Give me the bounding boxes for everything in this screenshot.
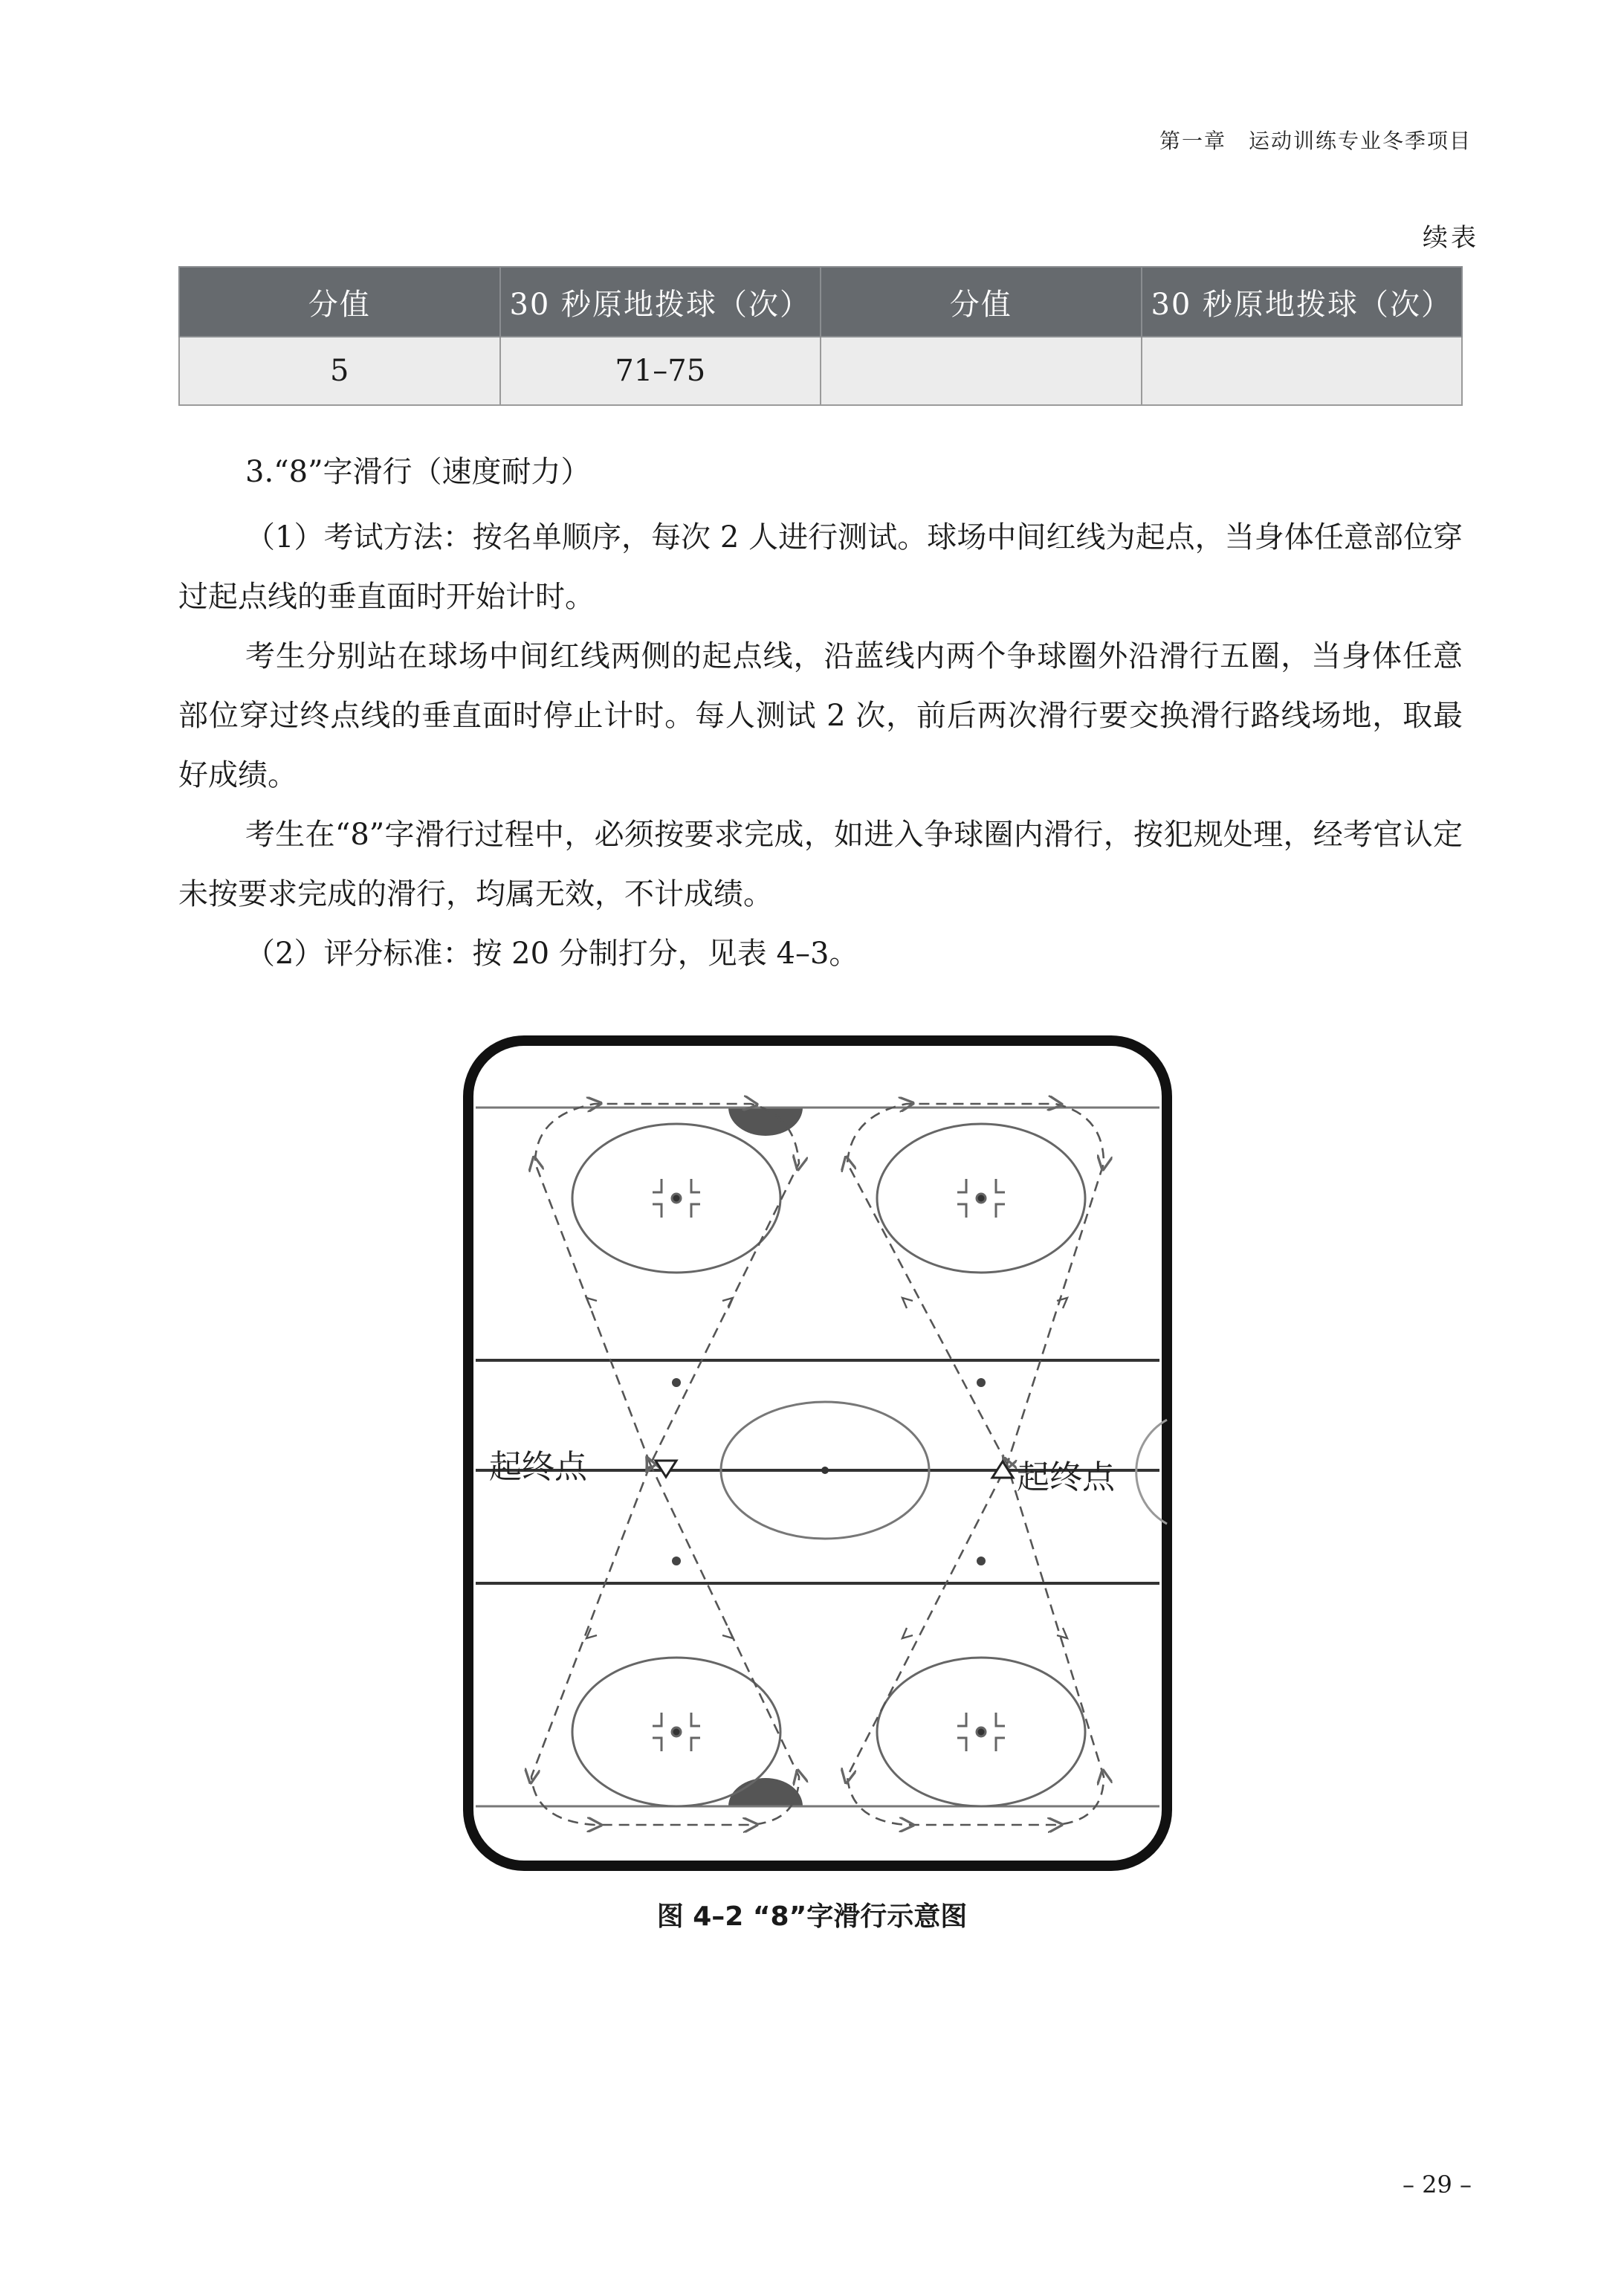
figure-caption: 图 4–2 “8”字滑行示意图 bbox=[656, 1901, 968, 1932]
figure-8-skating-diagram bbox=[461, 1033, 1174, 1873]
page-number: – 29 – bbox=[1402, 2171, 1472, 2199]
table-cell bbox=[821, 337, 1142, 405]
table-row bbox=[179, 337, 1462, 405]
paragraph: 考生在“8”字滑行过程中，必须按要求完成，如进入争球圈内滑行，按犯规处理，经考官认定未按要求完成的滑行，均属无效，不计成绩。 bbox=[178, 818, 1463, 911]
score-table bbox=[178, 266, 1463, 406]
body-text bbox=[178, 508, 1463, 983]
start-finish-label-right: 起终点 bbox=[1017, 1458, 1115, 1496]
paragraph: 考生分别站在球场中间红线两侧的起点线，沿蓝线内两个争球圈外沿滑行五圈，当身体任意部位穿过终点线的垂直面时停止计时。每人测试 2 次，前后两次滑行要交换滑行路线场地，取最好成绩。 bbox=[178, 639, 1463, 792]
column-header: 分值 bbox=[179, 267, 500, 337]
section-heading: 3.“8”字滑行（速度耐力） bbox=[245, 455, 591, 489]
paragraph: （2）评分标准：按 20 分制打分，见表 4–3。 bbox=[245, 937, 859, 971]
column-header: 分值 bbox=[821, 267, 1142, 337]
table-cell: 71–75 bbox=[500, 337, 821, 405]
table-header-row bbox=[179, 267, 1462, 337]
column-header: 30 秒原地拨球（次） bbox=[500, 267, 821, 337]
center-dot bbox=[821, 1467, 829, 1474]
start-finish-label-left: 起终点 bbox=[489, 1448, 587, 1486]
table-continued-label: 续表 bbox=[1423, 223, 1479, 253]
column-header: 30 秒原地拨球（次） bbox=[1142, 267, 1463, 337]
table-cell: 5 bbox=[179, 337, 500, 405]
paragraph: （1）考试方法：按名单顺序，每次 2 人进行测试。球场中间红线为起点，当身体任意部位穿过起点线的垂直面时开始计时。 bbox=[178, 520, 1463, 614]
table-cell bbox=[1142, 337, 1463, 405]
running-header: 第一章 运动训练专业冬季项目 bbox=[1159, 129, 1472, 153]
